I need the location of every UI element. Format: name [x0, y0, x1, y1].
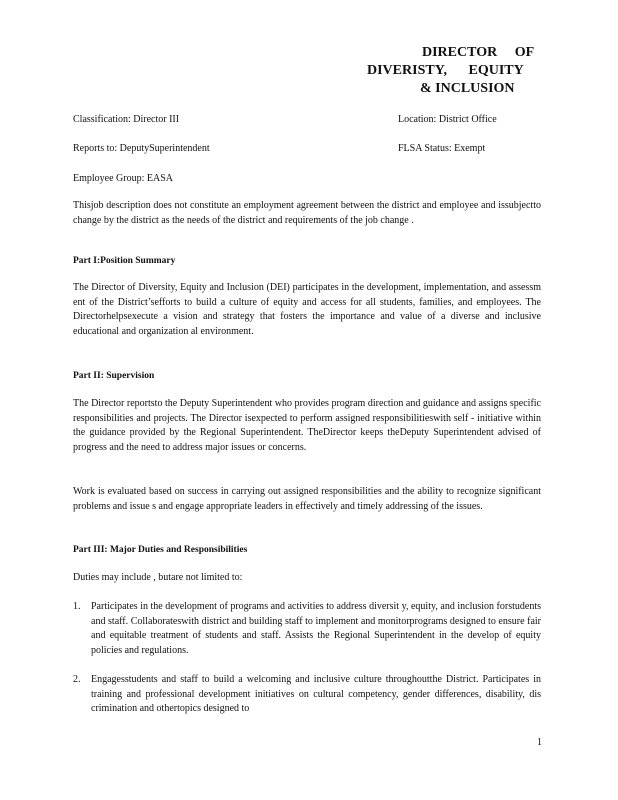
list-item-text: Participates in the development of programs and activities to address diversit y, equity, and inclusion forstudents and staff. Collaborateswith district and building staff to implement and monitorprograms designed to ensure fair and equitable treatment of students and staff. Assists the Regional Superintendent in the develop of equity policies and regulations.	[91, 601, 541, 656]
title-line-1: DIRECTOR OF	[422, 45, 535, 60]
location-field: Location: District Office	[398, 114, 497, 125]
part3-heading: Part III: Major Duties and Responsibilities	[73, 545, 248, 555]
part2-heading: Part II: Supervision	[73, 371, 155, 381]
meta-row-3	[73, 172, 543, 186]
document-title	[340, 44, 560, 98]
part1-heading: Part I:Position Summary	[73, 256, 176, 266]
title-line-3: & INCLUSION	[420, 81, 515, 96]
list-item-number: 1.	[73, 601, 81, 612]
reports-to-field: Reports to: DeputySuperintendent	[73, 143, 210, 154]
meta-row-2	[73, 142, 543, 156]
disclaimer-paragraph: Thisjob description does not constitute an employment agreement between the district and employee and issubjectto change by the district as the needs of the district and requirements of the job change .	[73, 200, 541, 226]
part3-intro: Duties may include , butare not limited to:	[73, 572, 243, 583]
list-item-number: 2.	[73, 674, 81, 685]
part2-body-2: Work is evaluated based on success in carrying out assigned responsibilities and the ability to recognize significant problems and issue s and engage appropriate leaders in effectively and timely addressing of the issues.	[73, 486, 541, 512]
classification-field: Classification: Director III	[73, 114, 180, 125]
flsa-status-field: FLSA Status: Exempt	[398, 143, 486, 154]
page-number: 1	[537, 737, 542, 748]
list-item	[73, 673, 541, 717]
part1-body: The Director of Diversity, Equity and Inclusion (DEI) participates in the development, implementation, and assessm ent of the District’sefforts to build a culture of equity and access for all students, families, and employees. The Directorhelpsexecute a vision and strategy that fosters the importance and value of a diverse and inclusive educational and organization al environment.	[73, 282, 541, 337]
employee-group-field: Employee Group: EASA	[73, 173, 173, 184]
title-line-2: DIVERISTY, EQUITY	[367, 63, 524, 78]
part2-body-1: The Director reportsto the Deputy Superintendent who provides program direction and guidance and assigns specific responsibilities and projects. The Director isexpected to perform assigned responsibilitieswith self - initiative within the guidance provided by the Regional Superintendent. TheDirector keeps theDeputy Superintendent advised of progress and the need to address major issues or concerns.	[73, 398, 541, 453]
list-item	[73, 600, 541, 658]
meta-row-1	[73, 113, 543, 127]
list-item-text: Engagesstudents and staff to build a welcoming and inclusive culture throughoutthe District. Participates in training and professional development initiatives on cultural competency, gender differences, disability, dis crimination and othertopics designed to	[91, 674, 541, 715]
